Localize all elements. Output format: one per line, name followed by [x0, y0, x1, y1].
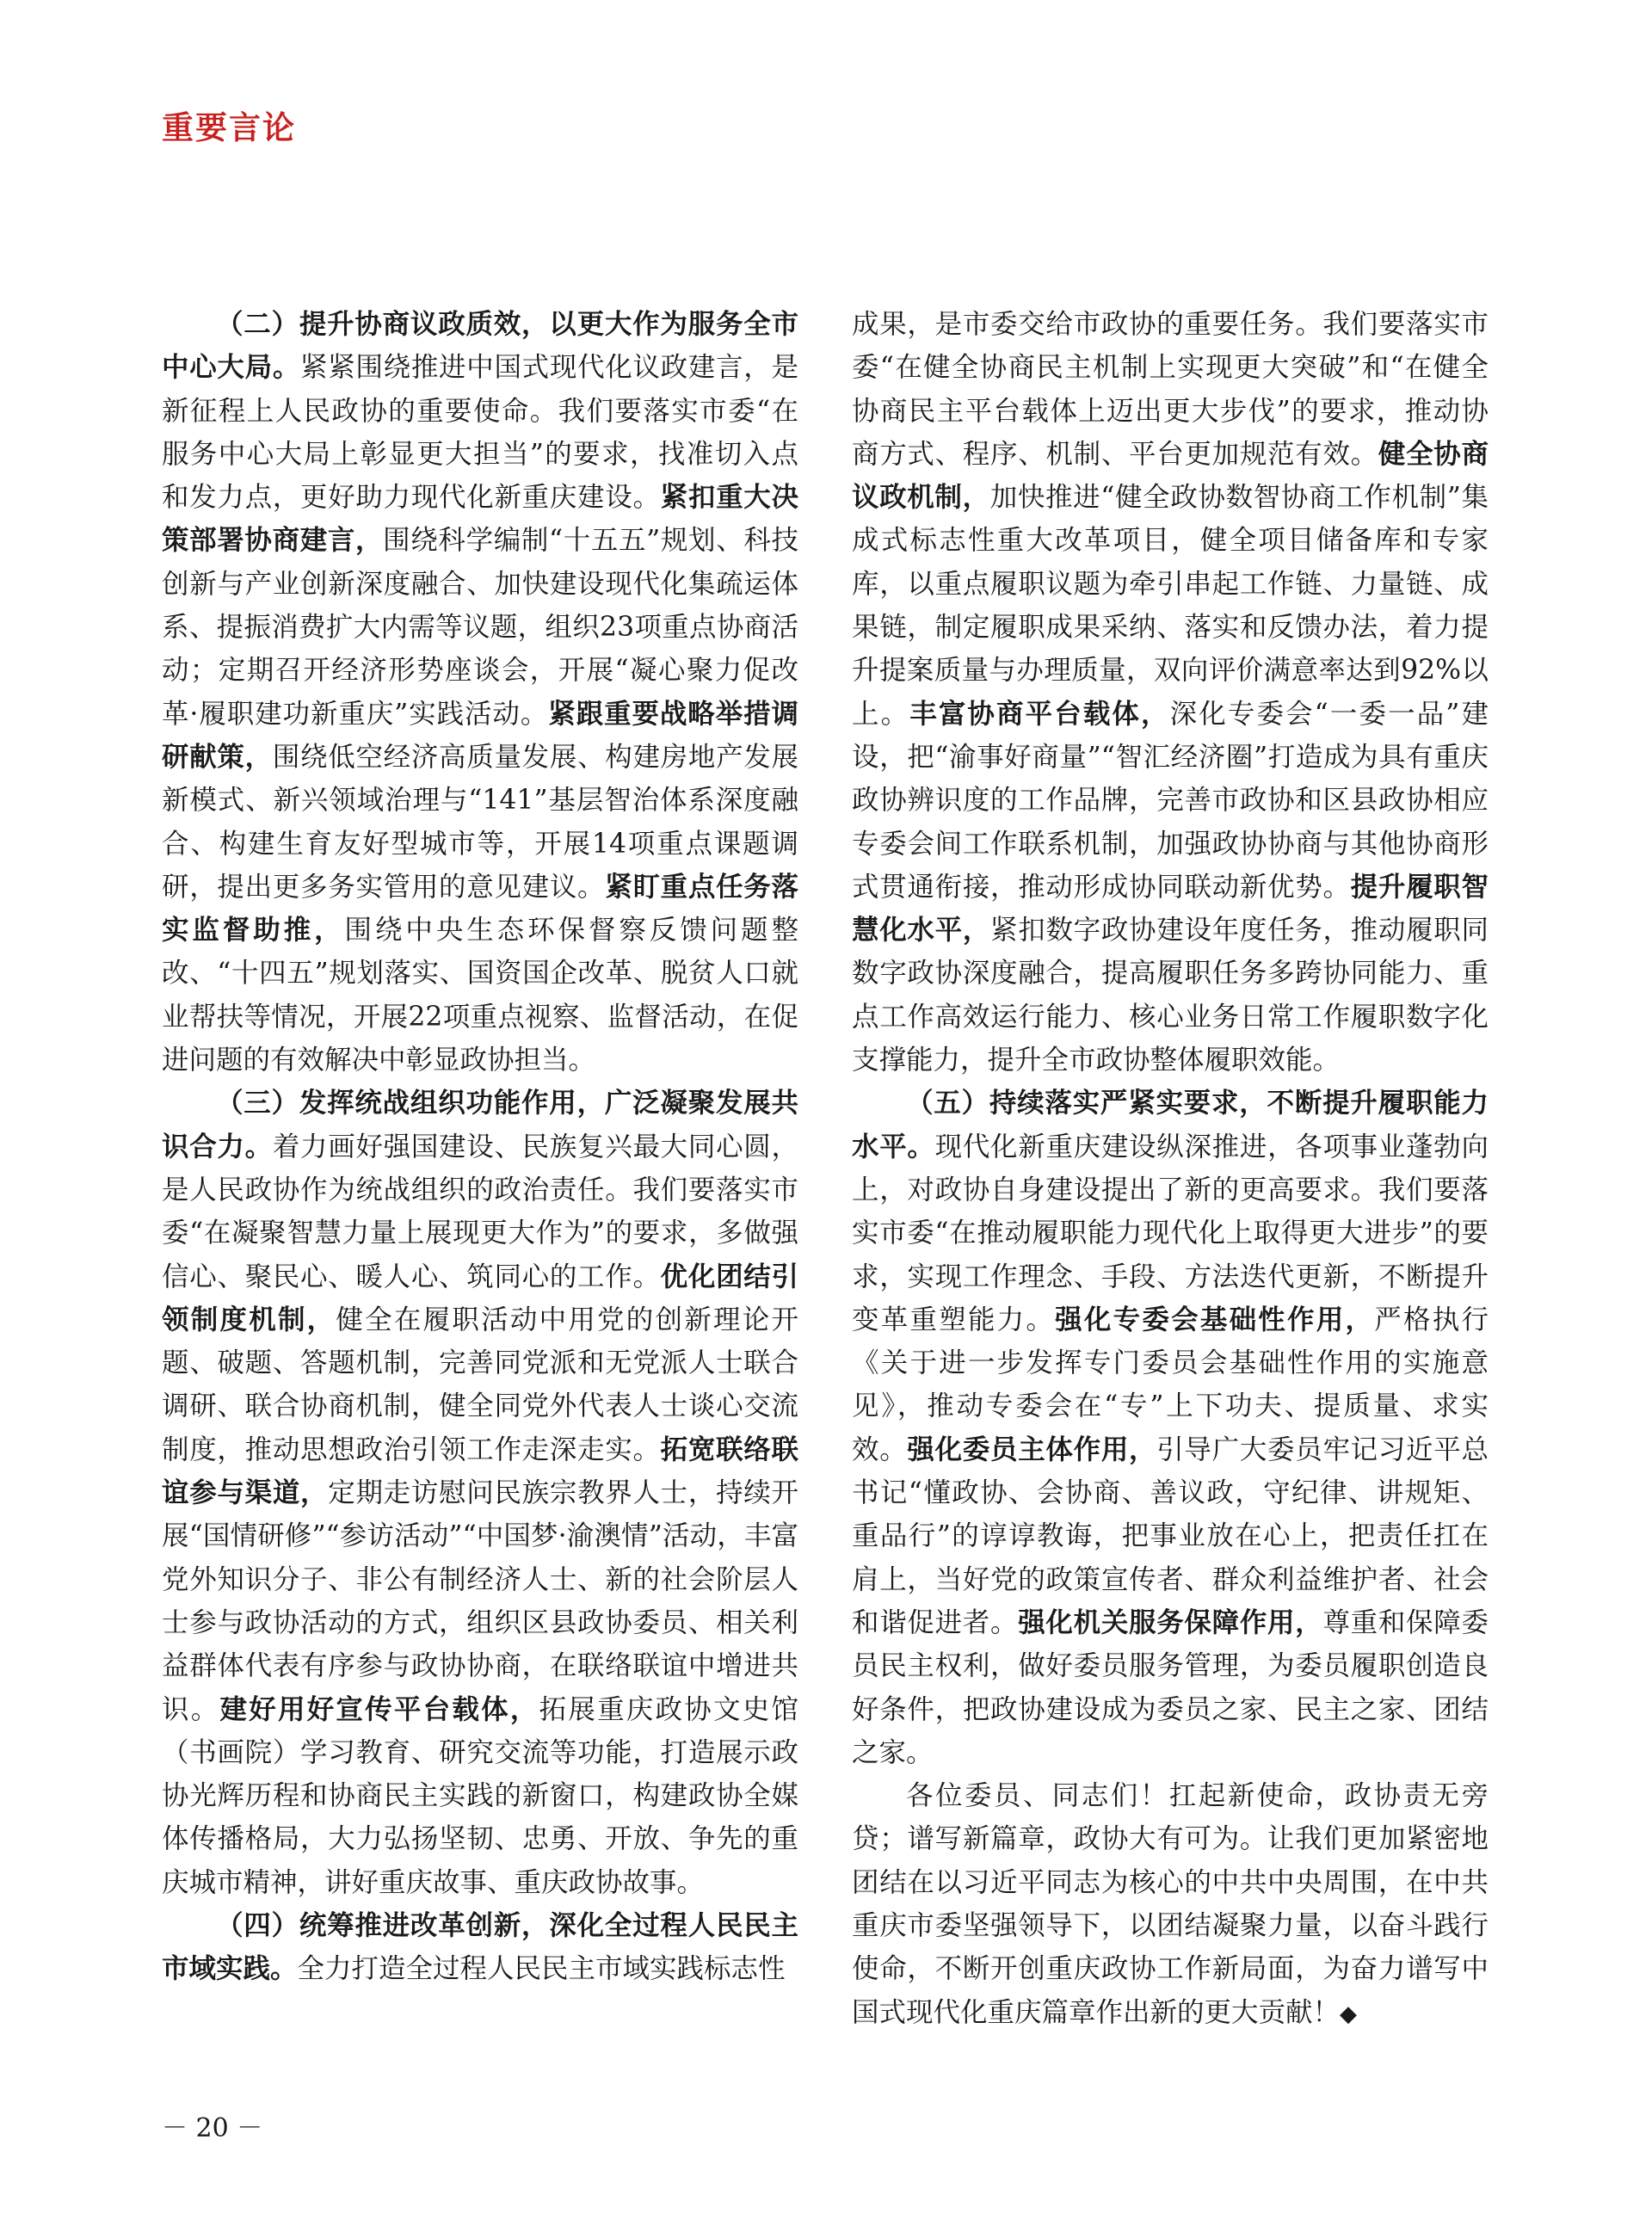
text-run: 着力画好强国建设、民族复兴最大同心圆，是人民政协作为统战组织的政治责任。我们要落实市委“在凝聚智慧力量上展现更大作为”的要求，多做强信心、聚民心、暖人心、筑同心的工作。 [162, 1131, 798, 1292]
bold-heading-run: （五）持续落实严紧实要求，不断提升履职能力水平。 [852, 1087, 1489, 1162]
paragraph [162, 1904, 798, 1991]
text-run: 深化专委会“一委一品”建设，把“渝事好商量”“智汇经济圈”打造成为具有重庆政协辨识度的工作品牌，完善市政协和区县政协相应专委会间工作联系机制，加强政协协商与其他协商形式贯通衔接，推动形成协同联动新优势。 [852, 698, 1489, 903]
text-run: 健全在履职活动中用党的创新理论开题、破题、答题机制，完善同党派和无党派人士联合调研、联合协商机制，健全同党外代表人士谈心交流制度，推动思想政治引领工作走深走实。 [162, 1304, 798, 1465]
text-run: 各位委员、同志们！扛起新使命，政协责无旁贷；谱写新篇章，政协大有可为。让我们更加紧密地团结在以习近平同志为核心的中共中央周围，在中共重庆市委坚强领导下，以团结凝聚力量，以奋斗践行使命，不断开创重庆政协工作新局面，为奋力谱写中国式现代化重庆篇章作出新的更大贡献！ [852, 1780, 1489, 2028]
bold-heading-run: 丰富协商平台载体， [909, 697, 1170, 730]
text-run: 全力打造全过程人民民主市域实践标志性 [297, 1953, 786, 1985]
bold-heading-run: （二）提升协商议政质效，以更大作为服务全市中心大局。 [162, 308, 798, 384]
text-run: 围绕中央生态环保督察反馈问题整改、“十四五”规划落实、国资国企改革、脱贫人口就业帮扶等情况，开展22项重点视察、监督活动，在促进问题的有效解决中彰显政协担当。 [162, 915, 798, 1076]
text-run: 紧扣数字政协建设年度任务，推动履职同数字政协深度融合，提高履职任务多跨协同能力、重点工作高效运行能力、核心业务日常工作履职数字化支撑能力，提升全市政协整体履职效能。 [852, 915, 1489, 1076]
text-run: 现代化新重庆建设纵深推进，各项事业蓬勃向上，对政协自身建设提出了新的更高要求。我们要落实市委“在推动履职能力现代化上取得更大进步”的要求，实现工作理念、手段、方法迭代更新，不断提升变革重塑能力。 [852, 1131, 1489, 1335]
bold-heading-run: 强化专委会基础性作用， [1055, 1303, 1375, 1335]
bold-heading-run: 拓宽联络联谊参与渠道， [162, 1433, 798, 1509]
text-run: 严格执行《关于进一步发挥专门委员会基础性作用的实施意见》，推动专委会在“专”上下功夫、提质量、求实效。 [852, 1304, 1489, 1465]
bold-heading-run: 紧盯重点任务落实监督助推， [162, 870, 798, 947]
bold-heading-run: （四）统筹推进改革创新，深化全过程人民民主市域实践。 [162, 1908, 798, 1985]
right-column [852, 303, 1489, 2036]
text-run: 加快推进“健全政协数智协商工作机制”集成式标志性重大改革项目，健全项目储备库和专家库，以重点履职议题为牵引串起工作链、力量链、成果链，制定履职成果采纳、落实和反馈办法，着力提升提案质量与办理质量，双向评价满意率达到92%以上。 [852, 482, 1489, 730]
bold-heading-run: 建好用好宣传平台载体， [219, 1693, 539, 1725]
end-mark-icon: ◆ [1340, 2001, 1358, 2027]
section-header: 重要言论 [162, 109, 296, 146]
text-run: 紧紧围绕推进中国式现代化议政建言，是新征程上人民政协的重要使命。我们要落实市委“在服务中心大局上彰显更大担当”的要求，找准切入点和发力点，更好助力现代化新重庆建设。 [162, 352, 798, 514]
text-run: 定期走访慰问民族宗教界人士，持续开展“国情研修”“参访活动”“中国梦·渝澳情”活动，丰富党外知识分子、非公有制经济人士、新的社会阶层人士参与政协活动的方式，组织区县政协委员、相关利益群体代表有序参与政协协商，在联络联谊中增进共识。 [162, 1477, 798, 1725]
bold-heading-run: （三）发挥统战组织功能作用，广泛凝聚发展共识合力。 [162, 1087, 798, 1162]
text-run: 拓展重庆政协文史馆（书画院）学习教育、研究交流等功能，打造展示政协光辉历程和协商民主实践的新窗口，构建政协全媒体传播格局，大力弘扬坚韧、忠勇、开放、争先的重庆城市精神，讲好重庆故事、重庆政协故事。 [162, 1693, 798, 1898]
bold-heading-run: 优化团结引领制度机制， [162, 1260, 798, 1335]
left-column [162, 303, 798, 1991]
paragraph [162, 303, 798, 1082]
paragraph [852, 1082, 1489, 1774]
text-run: 围绕低空经济高质量发展、构建房地产发展新模式、新兴领域治理与“141”基层智治体系深度融合、构建生育友好型城市等，开展14项重点课题调研，提出更多务实管用的意见建议。 [162, 741, 798, 903]
bold-heading-run: 健全协商议政机制， [852, 437, 1489, 514]
text-run: 尊重和保障委员民主权利，做好委员服务管理，为委员履职创造良好条件，把政协建设成为委员之家、民主之家、团结之家。 [852, 1606, 1489, 1768]
paragraph [852, 303, 1489, 1082]
paragraph [162, 1082, 798, 1904]
text-run: 围绕科学编制“十五五”规划、科技创新与产业创新深度融合、加快建设现代化集疏运体系、提振消费扩大内需等议题，组织23项重点协商活动；定期召开经济形势座谈会，开展“凝心聚力促改革·履职建功新重庆”实践活动。 [162, 525, 798, 730]
text-run: 成果，是市委交给市政协的重要任务。我们要落实市委“在健全协商民主机制上实现更大突破”和“在健全协商民主平台载体上迈出更大步伐”的要求，推动协商方式、程序、机制、平台更加规范有效。 [852, 309, 1489, 470]
text-run: 引导广大委员牢记习近平总书记“懂政协、会协商、善议政，守纪律、讲规矩、重品行”的谆谆教诲，把事业放在心上，把责任扛在肩上，当好党的政策宣传者、群众利益维护者、社会和谐促进者。 [852, 1434, 1489, 1638]
bold-heading-run: 紧扣重大决策部署协商建言， [162, 481, 798, 557]
bold-heading-run: 紧跟重要战略举措调研献策， [162, 697, 798, 773]
bold-heading-run: 强化委员主体作用， [907, 1433, 1157, 1465]
paragraph [852, 1774, 1489, 2036]
bold-heading-run: 强化机关服务保障作用， [1018, 1606, 1323, 1638]
page-number: － 20 － [162, 2113, 263, 2143]
bold-heading-run: 提升履职智慧化水平， [852, 870, 1489, 947]
